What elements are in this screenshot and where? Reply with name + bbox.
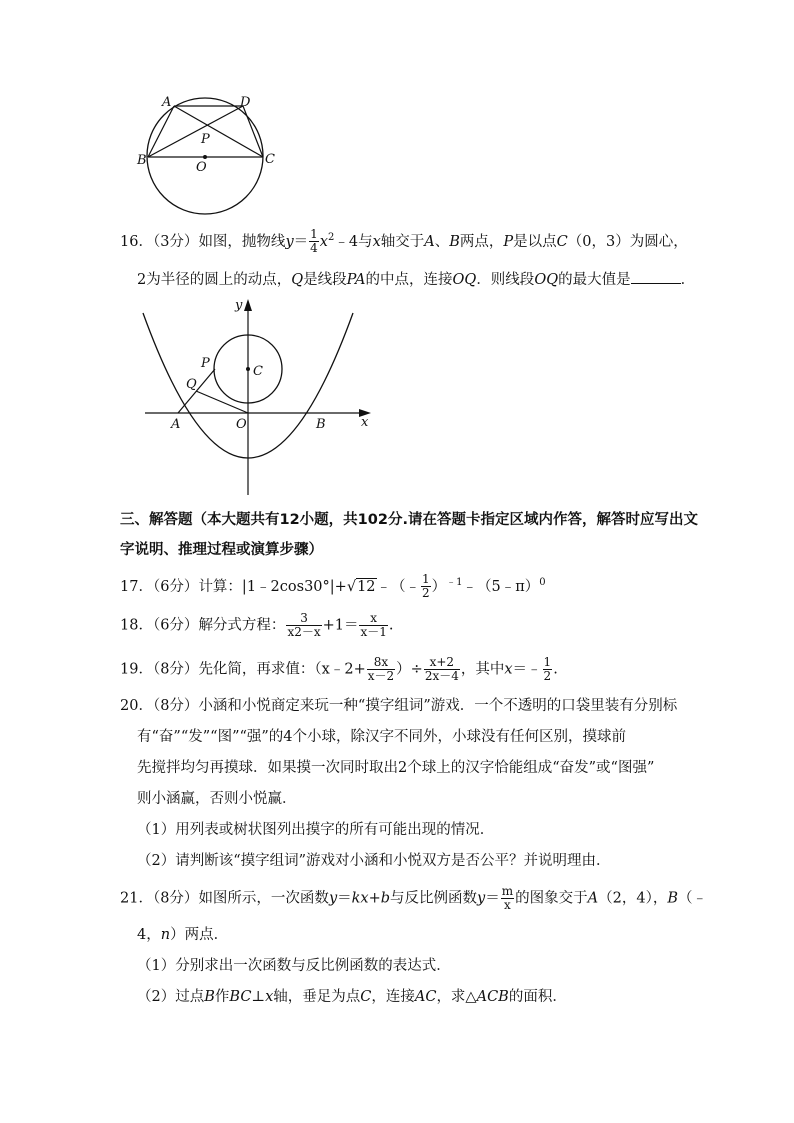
var-x: x bbox=[372, 233, 381, 250]
frac-den: x－1 bbox=[360, 625, 387, 639]
text: 作 bbox=[214, 989, 230, 1005]
text: 如图所示，一次函数 bbox=[198, 890, 329, 907]
var-oq: OQ bbox=[452, 272, 477, 288]
text: 与反比例函数 bbox=[390, 890, 478, 907]
diagonal-ac bbox=[174, 106, 263, 157]
text: 解分式方程： bbox=[198, 617, 286, 634]
text: （2，4）， bbox=[598, 890, 668, 907]
q18-number: 18．（6分） bbox=[120, 617, 199, 634]
text: ＝ bbox=[485, 890, 500, 907]
q21-line1 bbox=[120, 885, 707, 912]
q17-number: 17．（6分） bbox=[120, 578, 199, 595]
text: 4， bbox=[137, 927, 161, 943]
var-a: A bbox=[424, 233, 435, 250]
text: ）÷ bbox=[396, 661, 423, 678]
q21-number: 21．（8分） bbox=[120, 890, 199, 907]
text: 如图，抛物线 bbox=[198, 233, 286, 250]
text: 先化简，再求值：（x﹣2+ bbox=[198, 661, 366, 678]
q19 bbox=[120, 656, 558, 683]
sqrt-sign: √ bbox=[346, 578, 357, 595]
exponent: 0 bbox=[539, 577, 546, 588]
text: ﹣4与 bbox=[334, 233, 373, 250]
var-oq: OQ bbox=[534, 272, 559, 288]
var-c: C bbox=[360, 989, 372, 1005]
frac-num: 1 bbox=[310, 227, 318, 242]
label-a: A bbox=[162, 95, 172, 110]
q20-sub1: （1）用列表或树状图列出摸字的所有可能出现的情况． bbox=[137, 822, 495, 838]
text: 轴交于 bbox=[380, 233, 425, 250]
text: ＝ bbox=[337, 890, 352, 907]
text: （2）过点 bbox=[137, 989, 205, 1005]
fraction-1-2 bbox=[421, 573, 431, 600]
exponent: 2 bbox=[327, 232, 335, 243]
q17 bbox=[120, 573, 546, 600]
q20-line2: 有“奋”“发”“图”“强”的4个小球，除汉字不同外，小球没有任何区别，摸球前 bbox=[137, 729, 627, 745]
q20-line1: 20．（8分）小涵和小悦商定来玩一种“摸字组词”游戏．一个不透明的口袋里装有分别标 bbox=[120, 698, 678, 714]
frac-num: x bbox=[359, 612, 387, 626]
answer-blank bbox=[631, 269, 681, 284]
var-y: y bbox=[285, 233, 294, 250]
frac-den: 2 bbox=[422, 586, 430, 601]
label-c: C bbox=[253, 364, 263, 379]
q18 bbox=[120, 612, 394, 639]
fraction-1 bbox=[286, 612, 321, 639]
var-y: y bbox=[477, 890, 486, 907]
frac-den: 2 bbox=[543, 669, 552, 683]
text: ＝﹣ bbox=[512, 661, 542, 678]
label-x: x bbox=[361, 415, 369, 430]
var-b: B bbox=[204, 989, 215, 1005]
label-p: P bbox=[201, 132, 210, 147]
frac-num: m bbox=[501, 884, 514, 898]
label-a: A bbox=[171, 417, 181, 432]
q19-number: 19．（8分） bbox=[120, 661, 199, 678]
text: ，连接 bbox=[371, 989, 415, 1005]
var-pa: PA bbox=[346, 272, 366, 288]
label-b: B bbox=[316, 417, 326, 432]
text: 是以点 bbox=[513, 233, 557, 250]
var-bc: BC bbox=[229, 989, 252, 1005]
label-q: Q bbox=[186, 377, 197, 392]
var-b: B bbox=[449, 233, 460, 250]
frac-den: x－2 bbox=[367, 669, 395, 683]
label-o: O bbox=[236, 417, 247, 432]
var-n: n bbox=[160, 927, 171, 943]
radicand: 12 bbox=[357, 578, 376, 595]
q16-line1 bbox=[120, 228, 688, 255]
label-b: B bbox=[137, 153, 147, 168]
center-c-dot bbox=[246, 367, 250, 371]
text: 的面积． bbox=[508, 989, 567, 1005]
text: 的中点，连接 bbox=[365, 272, 453, 288]
var-q: Q bbox=[291, 272, 304, 288]
var-p: P bbox=[503, 233, 514, 250]
label-y: y bbox=[235, 298, 243, 313]
frac-num: x+2 bbox=[424, 656, 460, 670]
text: 轴，垂足为点 bbox=[273, 989, 361, 1005]
text: ） bbox=[431, 578, 447, 595]
text: 、 bbox=[434, 233, 450, 250]
frac-num: 1 bbox=[422, 572, 430, 587]
center-dot bbox=[203, 155, 207, 159]
fraction-1-4 bbox=[309, 228, 319, 255]
label-p: P bbox=[201, 356, 210, 371]
frac-den: x2－x bbox=[287, 625, 321, 639]
frac-den: 4 bbox=[310, 241, 318, 256]
frac-num: 1 bbox=[543, 655, 552, 669]
fraction-2 bbox=[359, 612, 387, 639]
var-ac: AC bbox=[414, 989, 437, 1005]
text: 的最大值是 bbox=[558, 272, 631, 288]
q21-line2 bbox=[137, 925, 228, 945]
section-heading-line1: 三、解答题（本大题共有12小题，共102分.请在答题卡指定区域内作答，解答时应写出文 bbox=[120, 512, 698, 528]
text: ＝ bbox=[293, 233, 309, 250]
q20-line3: 先搅拌均匀再摸球．如果摸一次同时取出2个球上的汉字恰能组成“奋发”或“图强” bbox=[137, 760, 655, 776]
text: ﹣（﹣ bbox=[376, 578, 421, 595]
var-x: x bbox=[504, 661, 513, 678]
q16-line2 bbox=[137, 269, 695, 290]
text: ． bbox=[680, 272, 696, 288]
figure-q16 bbox=[135, 295, 380, 500]
text: 计算：|1﹣2cos30°|+ bbox=[198, 578, 347, 595]
var-b: B bbox=[667, 890, 678, 907]
frac-den: x bbox=[504, 898, 511, 912]
text: . bbox=[553, 661, 558, 678]
exponent: ﹣1 bbox=[446, 577, 463, 588]
q20-line4: 则小涵赢，否则小悦赢． bbox=[137, 791, 297, 807]
section-heading-line2: 字说明、推理过程或演算步骤） bbox=[120, 542, 323, 558]
fraction-m-x bbox=[501, 885, 514, 912]
text: 的图象交于 bbox=[515, 890, 588, 907]
text: （0，3）为圆心， bbox=[567, 233, 688, 250]
fraction-1 bbox=[367, 656, 395, 683]
var-y: y bbox=[328, 890, 338, 907]
text: . bbox=[388, 617, 394, 634]
frac-num: 3 bbox=[286, 612, 321, 626]
figure-q15 bbox=[130, 92, 290, 220]
q16-number: 16．（3分） bbox=[120, 233, 199, 250]
text: 2为半径的圆上的动点， bbox=[137, 272, 292, 288]
segment-dc bbox=[243, 106, 263, 157]
text: ，其中 bbox=[460, 661, 505, 678]
diagonal-bd bbox=[148, 106, 243, 157]
fraction-3 bbox=[543, 656, 553, 683]
text: ，求△ bbox=[436, 989, 477, 1005]
var-a: A bbox=[587, 890, 599, 907]
q20-sub2: （2）请判断该“摸字组词”游戏对小涵和小悦双方是否公平？并说明理由． bbox=[137, 853, 611, 869]
text: ．则线段 bbox=[476, 272, 535, 288]
text: （﹣ bbox=[677, 890, 707, 907]
q21-sub1: （1）分别求出一次函数与反比例函数的表达式． bbox=[137, 958, 451, 974]
label-c: C bbox=[265, 152, 275, 167]
var-x: x bbox=[265, 989, 274, 1005]
y-axis-arrow bbox=[244, 299, 252, 311]
var-x: x bbox=[319, 233, 328, 250]
label-d: D bbox=[240, 95, 251, 110]
var-kxb: kx+b bbox=[351, 890, 391, 907]
text: 是线段 bbox=[303, 272, 347, 288]
text: ﹣（5﹣π） bbox=[462, 578, 540, 595]
frac-den: 2x－4 bbox=[424, 669, 459, 683]
frac-num: 8x bbox=[367, 656, 395, 670]
text: ⊥ bbox=[251, 989, 266, 1005]
text: +1＝ bbox=[322, 617, 359, 634]
var-c: C bbox=[556, 233, 568, 250]
text: 两点， bbox=[459, 233, 504, 250]
label-o: O bbox=[196, 160, 207, 175]
q21-sub2 bbox=[137, 987, 567, 1007]
fraction-2 bbox=[424, 656, 460, 683]
text: ）两点． bbox=[170, 927, 229, 943]
var-acb: ACB bbox=[476, 989, 509, 1005]
